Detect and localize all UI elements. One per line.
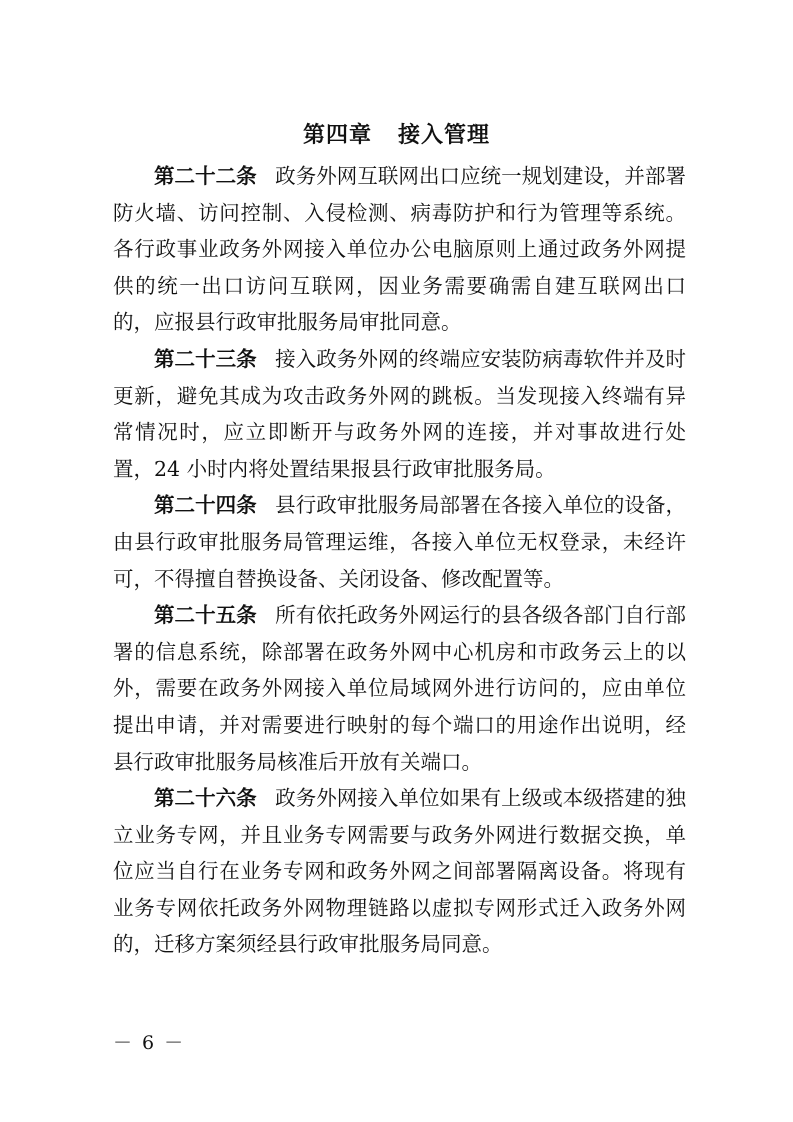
article-heading: 第二十二条 <box>154 164 257 188</box>
article-text: 县行政审批服务局部署在各接入单位的设备，由县行政审批服务局管理运维，各接入单位无权登录，未经许可，不得擅自替换设备、关闭设备、修改配置等。 <box>113 493 687 591</box>
article-24 <box>113 487 686 597</box>
article-text: 政务外网接入单位如果有上级或本级搭建的独立业务专网，并且业务专网需要与政务外网进行数据交换，单位应当自行在业务专网和政务外网之间部署隔离设备。将现有业务专网依托政务外网物理链路以虚拟专网形式迁入政务外网的，迁移方案须经县行政审批服务局同意。 <box>113 786 687 957</box>
chapter-number: 第四章 <box>302 123 372 148</box>
article-heading: 第二十四条 <box>154 493 257 518</box>
article-25 <box>113 597 686 780</box>
page-number: － 6 － <box>113 1032 186 1054</box>
article-text: 所有依托政务外网运行的县各级各部门自行部署的信息系统，除部署在政务外网中心机房和市政务云上的以外，需要在政务外网接入单位局域网外进行访问的，应由单位提出申请，并对需要进行映射的每个端口的用途作出说明，经县行政审批服务局核准后开放有关端口。 <box>113 603 687 774</box>
article-text: 政务外网互联网出口应统一规划建设，并部署防火墙、访问控制、入侵检测、病毒防护和行为管理等系统。各行政事业政务外网接入单位办公电脑原则上通过政务外网提供的统一出口访问互联网，因业务需要确需自建互联网出口的，应报县行政审批服务局审批同意。 <box>113 164 687 335</box>
article-26 <box>113 780 686 963</box>
chapter-body <box>113 158 686 963</box>
article-text: 接入政务外网的终端应安装防病毒软件并及时更新，避免其成为攻击政务外网的跳板。当发现接入终端有异常情况时，应立即断开与政务外网的连接，并对事故进行处置，24 小时内将处置结果报县行政审批服务局。 <box>113 346 687 481</box>
article-22 <box>113 158 686 341</box>
chapter-name: 接入管理 <box>398 123 491 148</box>
article-heading: 第二十五条 <box>154 603 257 628</box>
article-23 <box>113 341 686 487</box>
chapter-title <box>0 118 793 149</box>
article-heading: 第二十三条 <box>154 346 257 371</box>
article-heading: 第二十六条 <box>154 786 257 811</box>
